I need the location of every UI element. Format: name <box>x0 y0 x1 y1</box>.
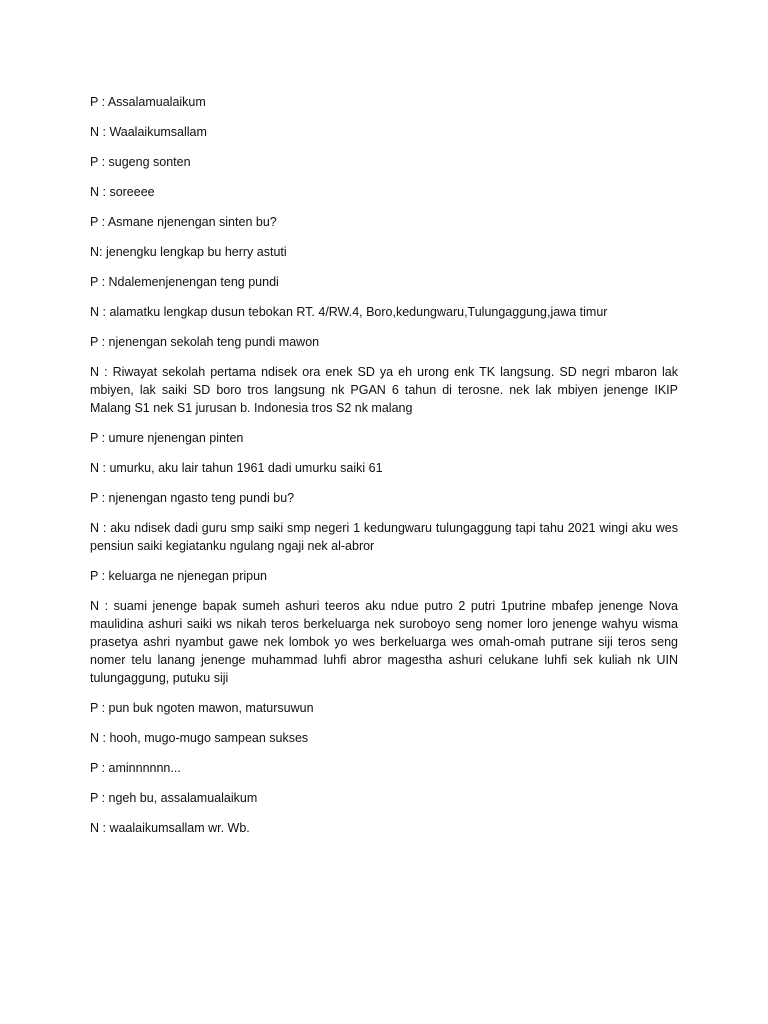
transcript-line: N : umurku, aku lair tahun 1961 dadi umurku saiki 61 <box>90 461 383 475</box>
transcript-line: P : aminnnnnn... <box>90 761 181 775</box>
transcript-line: P : ngeh bu, assalamualaikum <box>90 791 258 805</box>
transcript-line: P : Asmane njenengan sinten bu? <box>90 215 277 229</box>
transcript-line: P : njenengan ngasto teng pundi bu? <box>90 491 295 505</box>
transcript-line: P : njenengan sekolah teng pundi mawon <box>90 335 320 349</box>
transcript-line: N : Waalaikumsallam <box>90 125 207 139</box>
transcript-line: P : sugeng sonten <box>90 155 191 169</box>
transcript-line: P : pun buk ngoten mawon, matursuwun <box>90 701 314 715</box>
transcript-line: P : Ndalemenjenengan teng pundi <box>90 275 279 289</box>
transcript-line: N : suami jenenge bapak sumeh ashuri teeros aku ndue putro 2 putri 1putrine mbafep jenenge Nova maulidina ashuri saiki ws nikah teros berkeluarga nek suroboyo seng nomer loro jenenge wahyu wisma prasetya ashri nyambut gawe nek lombok yo wes berkeluarga wes omah-omah putrane siji teros seng nomer telu lanang jenenge muhammad luhfi abror magestha ashuri celukane luhfi sek kuliah nk UIN tulungaggung, putuku siji <box>90 599 678 685</box>
transcript-line: N : soreeee <box>90 185 155 199</box>
transcript-line: N : hooh, mugo-mugo sampean sukses <box>90 731 309 745</box>
transcript-line: P : umure njenengan pinten <box>90 431 244 445</box>
transcript-line: N : waalaikumsallam wr. Wb. <box>90 821 250 835</box>
interview-transcript <box>90 93 678 849</box>
transcript-line: N : aku ndisek dadi guru smp saiki smp negeri 1 kedungwaru tulungaggung tapi tahu 2021 wingi aku wes pensiun saiki kegiatanku ngulang ngaji nek al-abror <box>90 521 678 553</box>
transcript-line: P : keluarga ne njenegan pripun <box>90 569 267 583</box>
transcript-line: N: jenengku lengkap bu herry astuti <box>90 245 287 259</box>
transcript-line: P : Assalamualaikum <box>90 95 206 109</box>
transcript-line: N : alamatku lengkap dusun tebokan RT. 4/RW.4, Boro,kedungwaru,Tulungaggung,jawa timur <box>90 305 608 319</box>
transcript-line: N : Riwayat sekolah pertama ndisek ora enek SD ya eh urong enk TK langsung. SD negri mbaron lak mbiyen, lak saiki SD boro tros langsung nk PGAN 6 tahun di terosne. nek lak mbiyen jenenge IKIP Malang S1 nek S1 jurusan b. Indonesia tros S2 nk malang <box>90 365 678 415</box>
